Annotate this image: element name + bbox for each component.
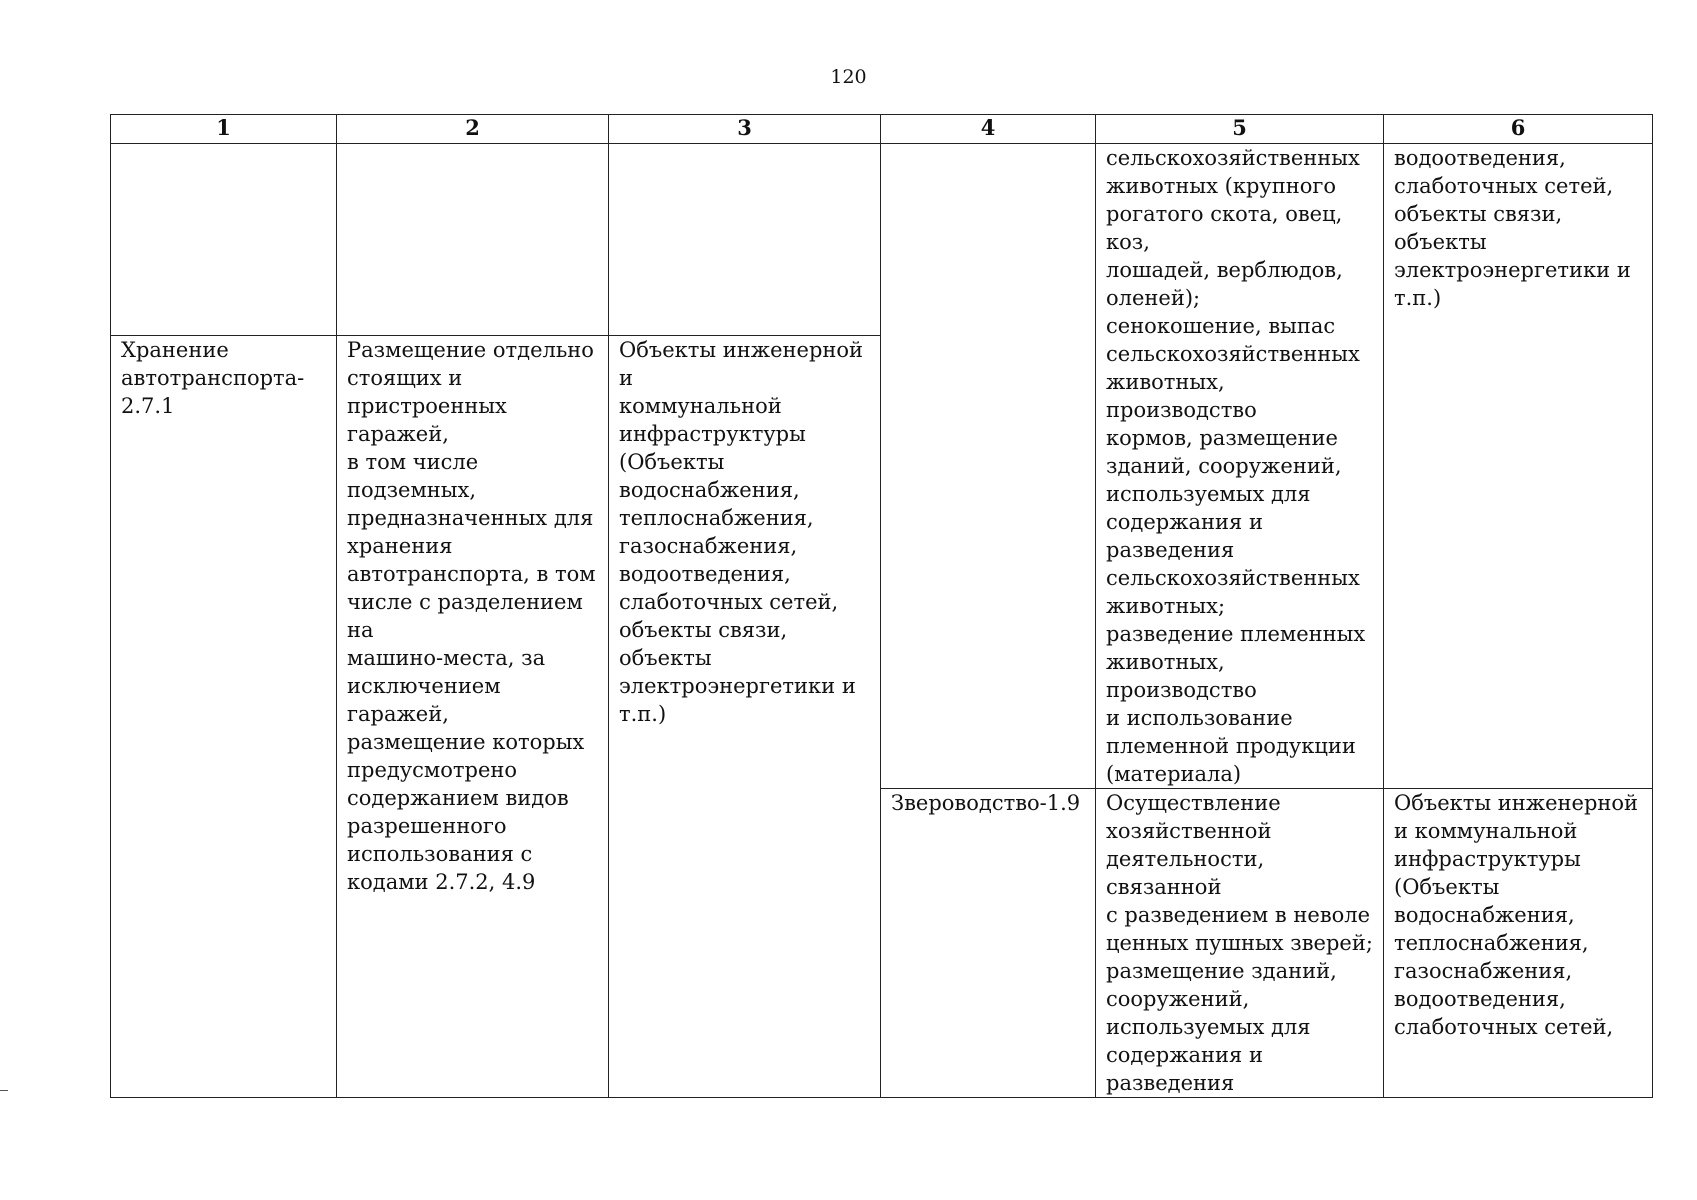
- header-col-5: 5: [1096, 115, 1384, 144]
- cell-empty: [111, 144, 337, 336]
- header-col-4: 4: [881, 115, 1096, 144]
- cell-fur-name: [881, 789, 1096, 1098]
- header-col-1: 1: [111, 115, 337, 144]
- cell-livestock-description: [1096, 144, 1384, 789]
- cell-livestock-objects: [1384, 144, 1653, 789]
- storage-description-text: Размещение отдельно стоящих и пристроенных гаражей, в том числе подземных, предназначенных для хранения автотранспорта, в том числе с разделением на машино-места, за исключением гаражей, размещение которых предусмотрено содержанием видов разрешенного использования с кодами 2.7.2, 4.9: [347, 338, 596, 894]
- cell-storage-objects: [609, 336, 881, 1098]
- land-use-table: [110, 114, 1653, 1098]
- cell-storage-description: [337, 336, 609, 1098]
- page-number: 120: [830, 66, 867, 88]
- cell-fur-objects: [1384, 789, 1653, 1098]
- storage-objects-text: Объекты инженерной и коммунальной инфраструктуры (Объекты водоснабжения, теплоснабжения, газоснабжения, водоотведения, слаботочных сетей, объекты связи, объекты электроэнергетики и т.п.): [619, 338, 864, 726]
- header-row: [111, 115, 1653, 144]
- cell-empty: [881, 144, 1096, 789]
- fur-name-text: Звероводство-1.9: [891, 791, 1081, 815]
- livestock-objects-text: водоотведения, слаботочных сетей, объекты связи, объекты электроэнергетики и т.п.): [1394, 146, 1631, 310]
- cell-fur-description: [1096, 789, 1384, 1098]
- margin-mark: [0, 1090, 8, 1091]
- storage-name-text: Хранение автотранспорта- 2.7.1: [121, 338, 305, 418]
- table-row-continuation: [111, 144, 1653, 336]
- cell-empty: [337, 144, 609, 336]
- fur-objects-text: Объекты инженерной и коммунальной инфраструктуры (Объекты водоснабжения, теплоснабжения, газоснабжения, водоотведения, слаботочных сетей,: [1394, 791, 1639, 1039]
- cell-storage-name: [111, 336, 337, 1098]
- livestock-description-text: сельскохозяйственных животных (крупного рогатого скота, овец, коз, лошадей, верблюдов, оленей); сенокошение, выпас сельскохозяйственных животных, производство кормов, размещение зданий, сооружений, используемых для содержания и разведения сельскохозяйственных животных; разведение племенных животных, производство и использование племенной продукции (материала): [1106, 146, 1366, 786]
- cell-empty: [609, 144, 881, 336]
- header-col-2: 2: [337, 115, 609, 144]
- fur-description-text: Осуществление хозяйственной деятельности, связанной с разведением в неволе ценных пушных зверей; размещение зданий, сооружений, используемых для содержания и разведения: [1106, 791, 1373, 1095]
- header-col-3: 3: [609, 115, 881, 144]
- header-col-6: 6: [1384, 115, 1653, 144]
